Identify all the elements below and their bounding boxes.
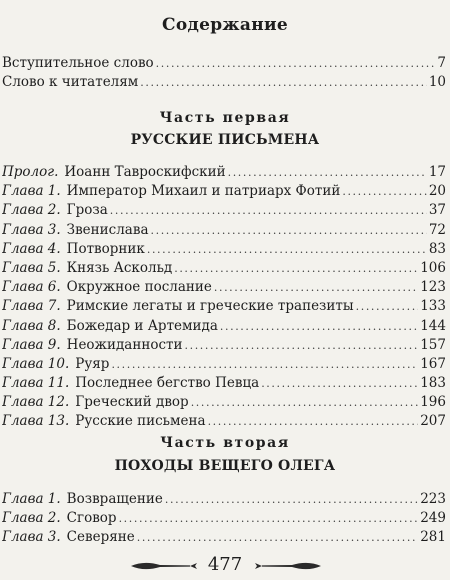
toc-entry[interactable]	[2, 374, 446, 393]
toc-entry[interactable]	[2, 412, 446, 431]
toc-entry-page: 123	[420, 279, 446, 296]
toc-entry-title: Звенислава	[66, 221, 149, 238]
toc-entry-title: Северяне	[66, 529, 135, 546]
toc-entry[interactable]	[2, 201, 446, 220]
toc-entry-label: Глава 4.	[2, 240, 61, 257]
toc-entry-title: Последнее бегство Певца	[75, 375, 260, 392]
toc-entry-title: Гроза	[66, 202, 108, 219]
leader-dots	[156, 54, 436, 73]
toc-entry-label: Глава 12.	[2, 394, 70, 411]
leader-dots	[151, 221, 427, 240]
leader-dots	[208, 412, 419, 431]
toc-entry-title: Иоанн Тавроскифский	[64, 164, 226, 180]
toc-entry-label: Глава 10.	[2, 355, 70, 372]
toc-entry-page: 72	[428, 221, 446, 238]
toc-entry-title: Император Михаил и патриарх Фотий	[66, 183, 341, 200]
page-number: 477	[207, 554, 243, 575]
toc-entry-title: Римские легаты и греческие трапезиты	[66, 298, 354, 315]
toc-entry-page: 281	[420, 529, 446, 546]
toc-entry-label: Глава 1.	[2, 491, 61, 507]
leader-dots	[174, 259, 418, 278]
toc-entry-page: 207	[420, 413, 446, 430]
toc-entry-label: Глава 8.	[2, 317, 61, 334]
toc-entry-page: 167	[420, 355, 446, 372]
toc-entry[interactable]	[2, 259, 446, 278]
toc-entry[interactable]	[2, 509, 446, 528]
part-two-title: ПОХОДЫ ВЕЩЕГО ОЛЕГА	[114, 458, 336, 474]
leader-dots	[119, 509, 419, 528]
toc-entry-label: Глава 5.	[2, 259, 61, 276]
toc-entry-label: Глава 3.	[2, 221, 61, 238]
toc-entry[interactable]	[2, 278, 446, 297]
toc-entry[interactable]	[2, 221, 446, 240]
leader-dots	[228, 163, 427, 182]
toc-entry-page: 83	[428, 240, 446, 257]
toc-entry-page: 17	[428, 164, 446, 180]
part-one-label: Часть первая	[159, 110, 291, 126]
toc-entry-page: 183	[420, 375, 446, 392]
toc-entry[interactable]	[2, 73, 446, 92]
leader-dots	[342, 182, 426, 201]
toc-entry-label: Глава 2.	[2, 202, 61, 219]
toc-intro-list	[2, 54, 446, 92]
part-one-title: РУССКИЕ ПИСЬМЕНА	[130, 132, 320, 148]
page-title: Содержание	[162, 15, 288, 35]
toc-entry-label: Глава 9.	[2, 336, 61, 353]
toc-entry-title: Руяр	[75, 355, 110, 372]
toc-entry-page: 223	[420, 491, 446, 507]
toc-entry-label: Глава 2.	[2, 510, 61, 527]
toc-entry-title: Русские письмена	[75, 413, 206, 430]
toc-entry-title: Князь Аскольд	[66, 259, 173, 276]
toc-entry-label: Глава 13.	[2, 413, 70, 430]
toc-part-one-list	[2, 163, 446, 432]
toc-entry-label: Глава 1.	[2, 183, 61, 200]
toc-entry[interactable]	[2, 336, 446, 355]
toc-entry-title: Потворник	[66, 240, 145, 257]
part-two-label: Часть вторая	[160, 435, 290, 451]
leader-dots	[220, 317, 418, 336]
toc-entry-title: Слово к читателям	[2, 74, 139, 91]
toc-entry-page: 20	[428, 183, 446, 200]
leader-dots	[140, 73, 427, 92]
leader-dots	[356, 297, 419, 316]
toc-entry-page: 106	[420, 259, 446, 276]
toc-entry-page: 133	[420, 298, 446, 315]
leader-dots	[137, 528, 418, 547]
toc-entry-title: Божедар и Артемида	[66, 317, 218, 334]
toc-entry-title: Сговор	[66, 510, 117, 527]
toc-entry-page: 37	[428, 202, 446, 219]
toc-entry[interactable]	[2, 297, 446, 316]
toc-entry-label: Глава 11.	[2, 375, 70, 392]
page-footer	[0, 553, 450, 577]
leader-dots	[191, 393, 419, 412]
leader-dots	[110, 201, 427, 220]
toc-entry[interactable]	[2, 163, 446, 182]
toc-entry-page: 7	[437, 55, 446, 71]
leader-dots	[147, 240, 427, 259]
toc-entry[interactable]	[2, 528, 446, 547]
toc-entry-title: Возвращение	[66, 491, 163, 507]
toc-entry[interactable]	[2, 317, 446, 336]
toc-entry[interactable]	[2, 393, 446, 412]
leader-dots	[185, 336, 419, 355]
toc-entry-title: Неожиданности	[66, 336, 183, 353]
toc-entry[interactable]	[2, 240, 446, 259]
leaf-ornament-icon	[254, 561, 322, 571]
toc-entry-title: Вступительное слово	[2, 55, 154, 71]
toc-entry[interactable]	[2, 182, 446, 201]
leader-dots	[214, 278, 418, 297]
toc-entry-title: Греческий двор	[75, 394, 189, 411]
toc-entry-title: Окружное послание	[66, 279, 212, 296]
toc-entry-label: Глава 6.	[2, 279, 61, 296]
toc-entry-page: 196	[420, 394, 446, 411]
toc-entry[interactable]	[2, 490, 446, 509]
toc-entry[interactable]	[2, 54, 446, 73]
toc-entry-page: 10	[428, 74, 446, 91]
toc-entry[interactable]	[2, 355, 446, 374]
toc-entry-page: 144	[420, 317, 446, 334]
toc-entry-label: Глава 3.	[2, 529, 61, 546]
toc-entry-page: 157	[420, 336, 446, 353]
toc-entry-label: Глава 7.	[2, 298, 61, 315]
leader-dots	[165, 490, 418, 509]
toc-entry-page: 249	[420, 510, 446, 527]
leader-dots	[261, 374, 418, 393]
toc-part-two-list	[2, 490, 446, 548]
toc-entry-label: Пролог.	[2, 164, 59, 180]
leader-dots	[111, 355, 418, 374]
